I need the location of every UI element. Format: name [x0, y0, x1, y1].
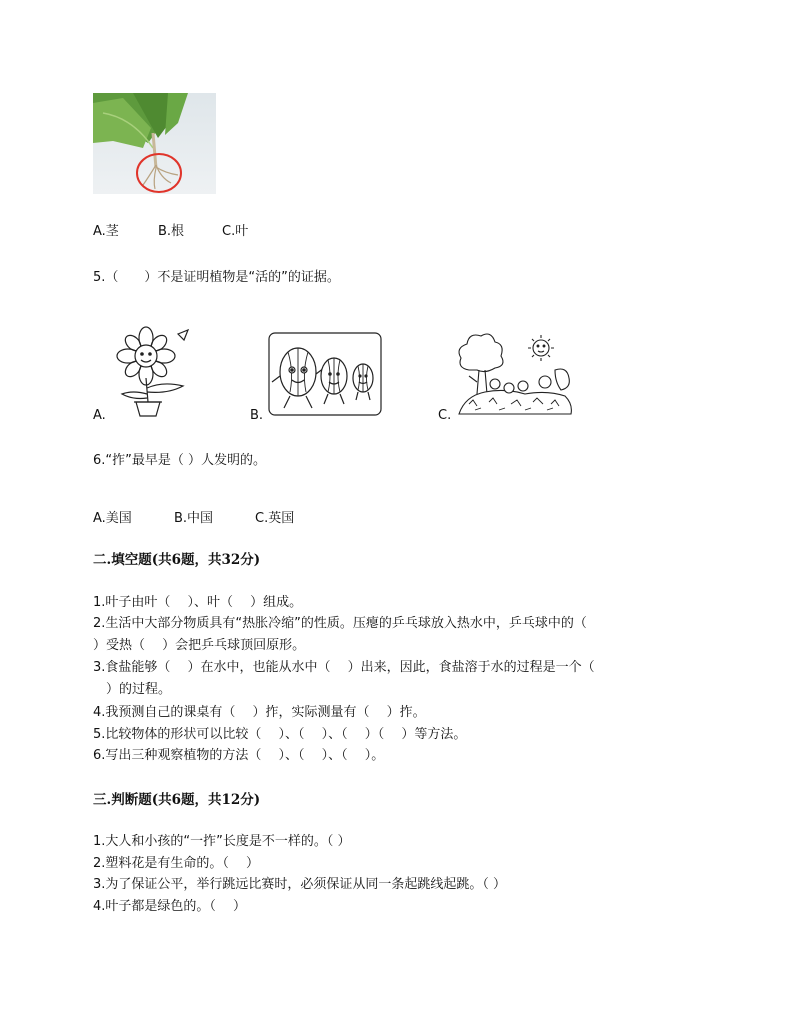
q5-option-b-label: B.: [250, 408, 264, 423]
section3-line-3: 3.为了保证公平，举行跳远比赛时，必须保证从同一条起跳线起跳。（ ）: [93, 877, 507, 892]
q6-option-a: A.美国: [93, 511, 132, 526]
section3-title: 三.判断题(共6题，共12分): [93, 792, 261, 808]
q6-option-b: B.中国: [174, 511, 214, 526]
section3-line-2: 2.塑料花是有生命的。（ ）: [93, 856, 260, 871]
q5-option-c-label: C.: [438, 408, 452, 423]
q4-option-b: B.根: [158, 224, 185, 239]
q6-stem: 6.“拃”最早是（ ）人发明的。: [93, 453, 267, 468]
flower-pot-illustration: [108, 326, 192, 418]
section2-line-7: 5.比较物体的形状可以比较（ ）、（ ）、（ ）（ ）等方法。: [93, 727, 467, 742]
plant-root-photo: [93, 93, 216, 194]
section2-line-8: 6.写出三种观察植物的方法（ ）、（ ）、（ ）。: [93, 748, 385, 763]
q4-option-a: A.茎: [93, 224, 119, 239]
section2-title: 二.填空题(共6题，共32分): [93, 552, 261, 568]
q4-option-c: C.叶: [222, 224, 249, 239]
section2-line-5: ）的过程。: [93, 682, 172, 697]
section3-line-1: 1.大人和小孩的“一拃”长度是不一样的。（ ）: [93, 834, 351, 849]
section2-line-1: 1.叶子由叶（ ）、叶（ ）组成。: [93, 595, 303, 610]
section2-line-3: ）受热（ ）会把乒乓球顶回原形。: [93, 638, 306, 653]
section2-line-4: 3.食盐能够（ ）在水中，也能从水中（ ）出来，因此，食盐溶于水的过程是一个（: [93, 660, 595, 675]
q6-option-c: C.英国: [255, 511, 295, 526]
section2-line-2: 2.生活中大部分物质具有“热胀冷缩”的性质。压瘪的乒乓球放入热水中，乒乓球中的（: [93, 616, 587, 631]
q5-stem: 5.（ ）不是证明植物是“活的”的证据。: [93, 270, 340, 285]
section2-line-6: 4.我预测自己的课桌有（ ）拃，实际测量有（ ）拃。: [93, 705, 426, 720]
watermelon-characters-illustration: [268, 332, 382, 416]
tree-sun-scene-illustration: [455, 330, 575, 416]
section3-line-4: 4.叶子都是绿色的。（ ）: [93, 899, 247, 914]
q5-option-a-label: A.: [93, 408, 106, 423]
